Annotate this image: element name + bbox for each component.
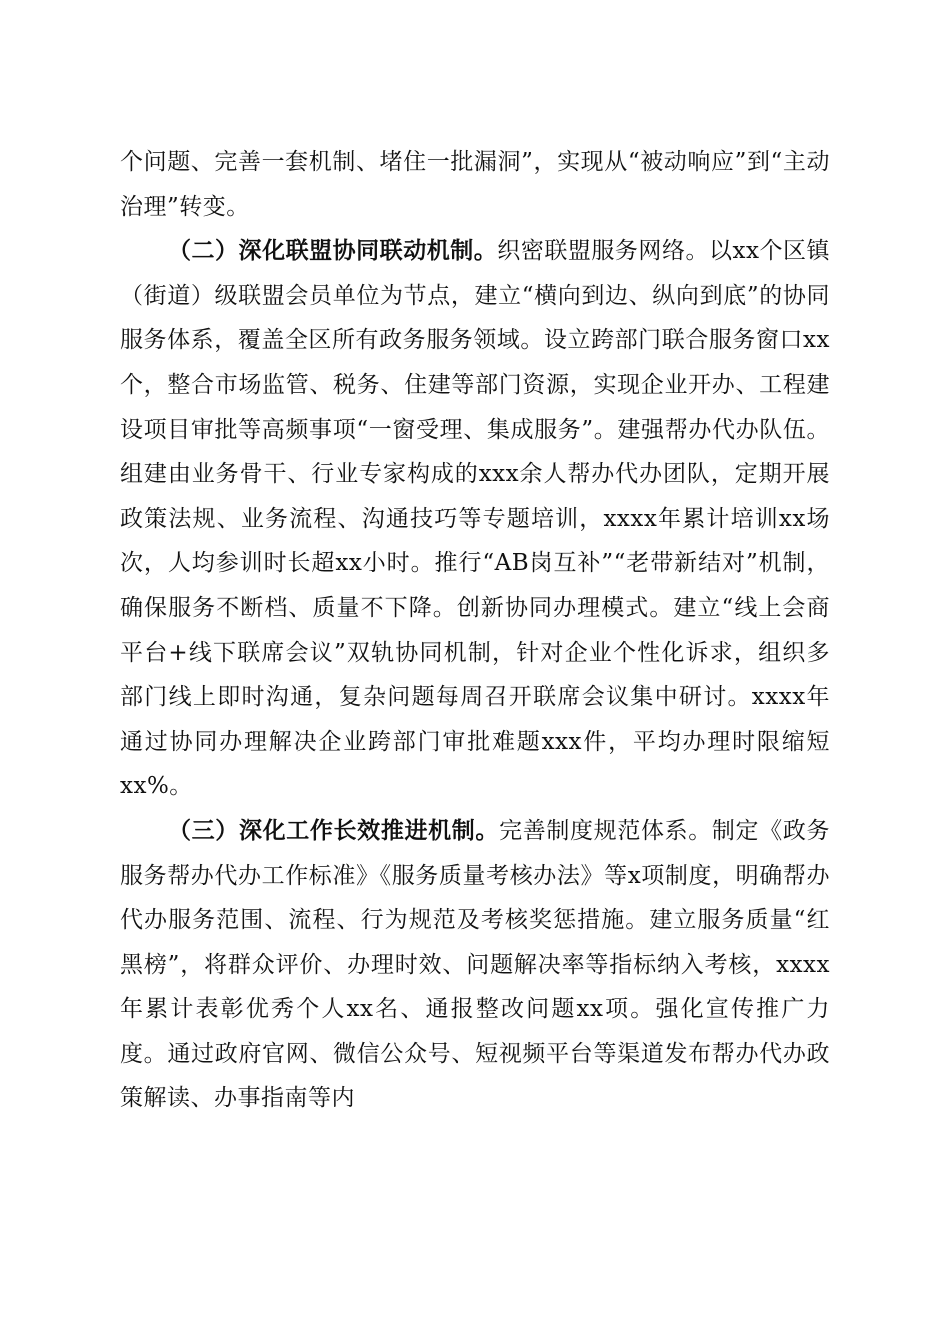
paragraph-text: 个问题、完善一套机制、堵住一批漏洞”，实现从“被动响应”到“主动治理”转变。 (120, 149, 830, 220)
section-heading: （三）深化工作长效推进机制。 (168, 817, 500, 844)
document-body (120, 140, 830, 1121)
paragraph-section-2 (120, 229, 830, 809)
paragraph-text: 完善制度规范体系。制定《政务服务帮办代办工作标准》《服务质量考核办法》等x项制度，明确帮办代办服务范围、流程、行为规范及考核奖惩措施。建立服务质量“红黑榜”，将群众评价、办理时效、问题解决率等指标纳入考核，xxxx年累计表彰优秀个人xx名、通报整改问题xx项。强化宣传推广力度。通过政府官网、微信公众号、短视频平台等渠道发布帮办代办政策解读、办事指南等内 (120, 817, 831, 1112)
section-heading: （二）深化联盟协同联动机制。 (168, 238, 498, 265)
paragraph-section-3 (120, 809, 830, 1121)
paragraph-text: 织密联盟服务网络。以xx个区镇（街道）级联盟会员单位为节点，建立“横向到边、纵向到底”的协同服务体系，覆盖全区所有政务服务领域。设立跨部门联合服务窗口xx个，整合市场监管、税务、住建等部门资源，实现企业开办、工程建设项目审批等高频事项“一窗受理、集成服务”。建强帮办代办队伍。组建由业务骨干、行业专家构成的xxx余人帮办代办团队，定期开展政策法规、业务流程、沟通技巧等专题培训，xxxx年累计培训xx场次，人均参训时长超xx小时。推行“AB岗互补”“老带新结对”机制，确保服务不断档、质量不下降。创新协同办理模式。建立“线上会商平台+线下联席会议”双轨协同机制，针对企业个性化诉求，组织多部门线上即时沟通，复杂问题每周召开联席会议集中研讨。xxxx年通过协同办理解决企业跨部门审批难题xxx件，平均办理时限缩短xx%。 (120, 238, 831, 800)
paragraph-continuation (120, 140, 830, 229)
